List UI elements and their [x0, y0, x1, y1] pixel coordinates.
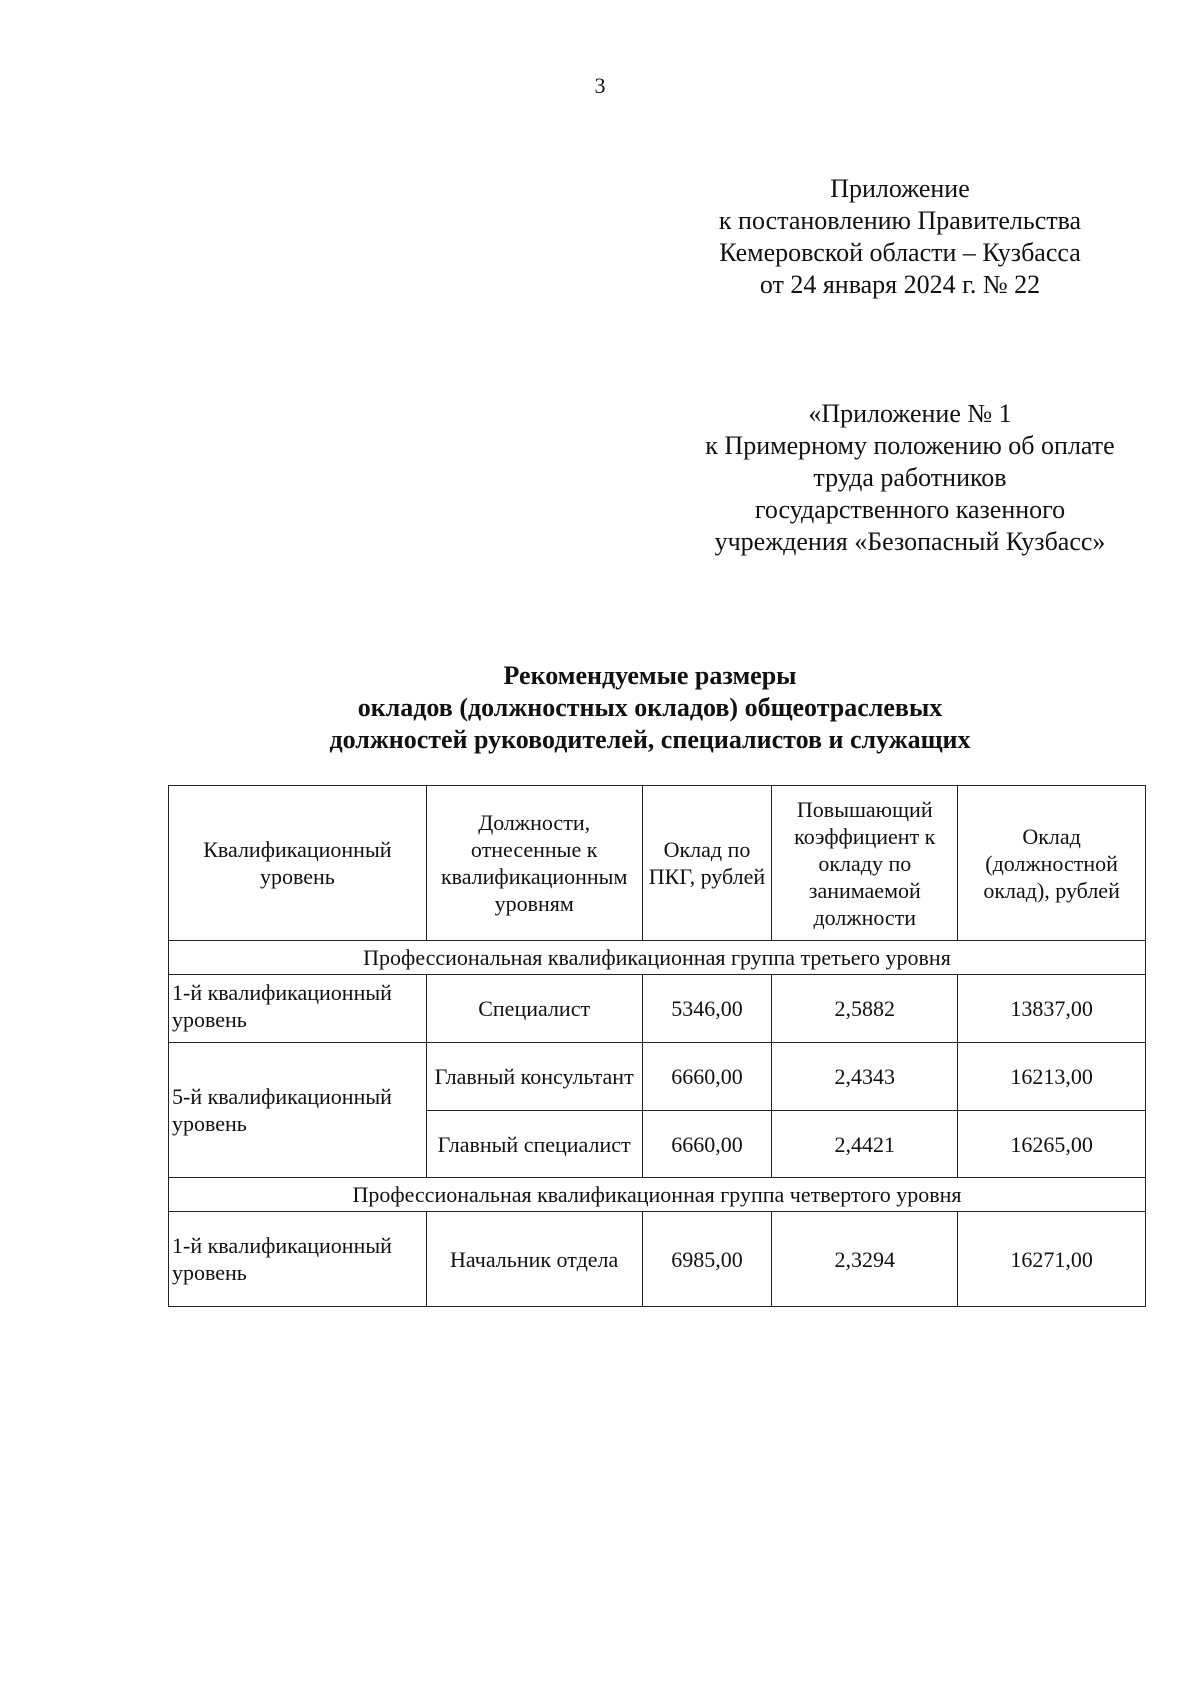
position-cell: Главный специалист [426, 1111, 642, 1178]
attachment-line: к постановлению Правительства [718, 206, 1082, 235]
position-cell: Начальник отдела [426, 1212, 642, 1307]
page-number: 3 [594, 73, 606, 98]
coefficient-cell: 2,5882 [772, 975, 958, 1043]
coefficient-cell: 2,3294 [772, 1212, 958, 1307]
table-row [169, 1043, 1146, 1111]
attachment-line: Кемеровской области – Кузбасса [719, 238, 1081, 267]
header-base-salary: Оклад по ПКГ, рублей [642, 786, 772, 941]
appendix-line: труда работников [813, 463, 1007, 492]
document-title [150, 660, 1150, 756]
table-row [169, 975, 1146, 1043]
group-title: Профессиональная квалификационная группа четвертого уровня [169, 1178, 1146, 1212]
header-salary: Оклад (должностной оклад), рублей [958, 786, 1146, 941]
position-cell: Главный консультант [426, 1043, 642, 1111]
group-row [169, 1178, 1146, 1212]
appendix-line: к Примерному положению об оплате [705, 431, 1115, 460]
attachment-header [700, 173, 1100, 301]
title-line: Рекомендуемые размеры [503, 661, 797, 690]
base-salary-cell: 5346,00 [642, 975, 772, 1043]
header-positions: Должности, отнесенные к квалификационным уровням [426, 786, 642, 941]
salary-cell: 13837,00 [958, 975, 1146, 1043]
salary-cell: 16265,00 [958, 1111, 1146, 1178]
header-qualification-level: Квалификационный уровень [169, 786, 427, 941]
appendix-1-header [680, 398, 1140, 558]
base-salary-cell: 6660,00 [642, 1111, 772, 1178]
attachment-line: от 24 января 2024 г. № 22 [759, 270, 1041, 299]
salary-cell: 16271,00 [958, 1212, 1146, 1307]
group-title: Профессиональная квалификационная группа третьего уровня [169, 941, 1146, 975]
table-header-row [169, 786, 1146, 941]
title-line: должностей руководителей, специалистов и служащих [329, 725, 971, 754]
level-cell: 5-й квалификационный уровень [169, 1043, 427, 1178]
group-row [169, 941, 1146, 975]
header-coefficient: Повышающий коэффициент к окладу по занимаемой должности [772, 786, 958, 941]
coefficient-cell: 2,4343 [772, 1043, 958, 1111]
salary-cell: 16213,00 [958, 1043, 1146, 1111]
appendix-line: «Приложение № 1 [808, 399, 1012, 428]
base-salary-cell: 6985,00 [642, 1212, 772, 1307]
level-cell: 1-й квалификационный уровень [169, 975, 427, 1043]
base-salary-cell: 6660,00 [642, 1043, 772, 1111]
salary-table [168, 785, 1146, 1307]
title-line: окладов (должностных окладов) общеотраслевых [357, 693, 943, 722]
attachment-line: Приложение [830, 174, 970, 203]
coefficient-cell: 2,4421 [772, 1111, 958, 1178]
table-row [169, 1212, 1146, 1307]
appendix-line: учреждения «Безопасный Кузбасс» [714, 527, 1106, 556]
level-cell: 1-й квалификационный уровень [169, 1212, 427, 1307]
appendix-line: государственного казенного [754, 495, 1066, 524]
position-cell: Специалист [426, 975, 642, 1043]
